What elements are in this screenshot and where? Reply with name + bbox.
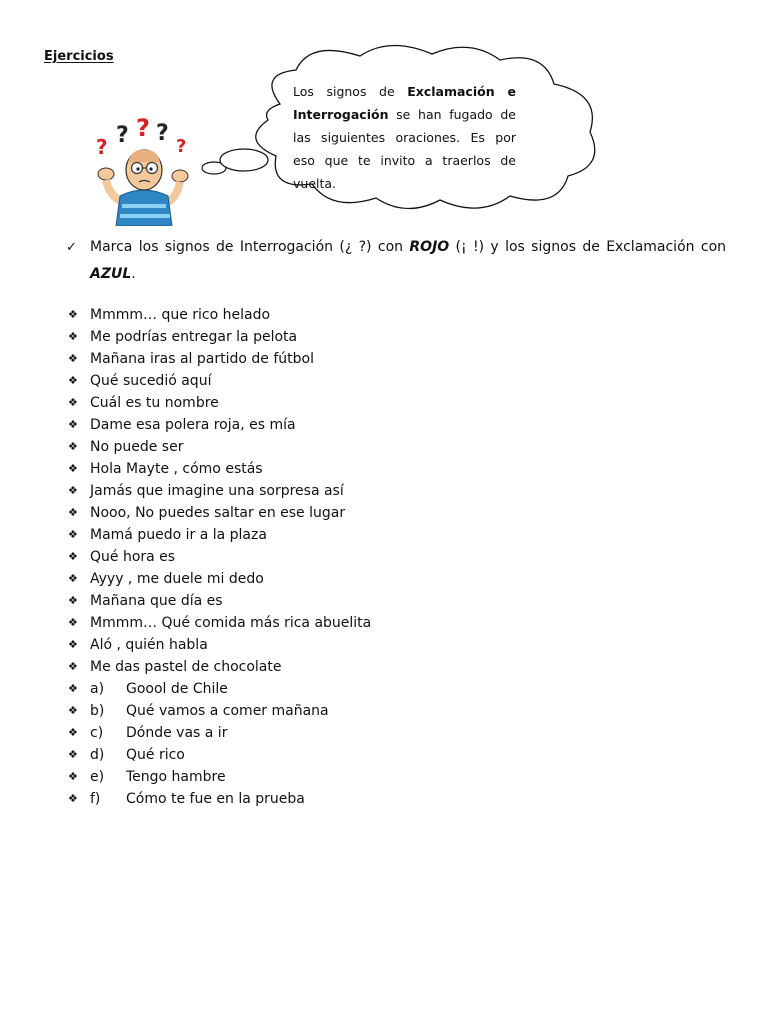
lettered-sentence-item bbox=[68, 678, 371, 700]
sentence-text: Mmmm… que rico helado bbox=[90, 307, 271, 323]
sentence-text: Aló , quién habla bbox=[90, 637, 208, 653]
diamond-bullet-icon: ❖ bbox=[68, 462, 78, 475]
sentence-item bbox=[68, 524, 371, 546]
diamond-bullet-icon: ❖ bbox=[68, 748, 78, 761]
diamond-bullet-icon: ❖ bbox=[68, 506, 78, 519]
diamond-bullet-icon: ❖ bbox=[68, 484, 78, 497]
page-title: Ejercicios bbox=[44, 49, 114, 64]
sentence-letter: b) bbox=[90, 703, 105, 719]
sentence-item bbox=[68, 326, 371, 348]
sentence-item bbox=[68, 502, 371, 524]
instruction-blue-word: AZUL bbox=[90, 266, 132, 282]
sentence-letter: a) bbox=[90, 681, 105, 697]
lettered-sentence-item bbox=[68, 700, 371, 722]
sentence-text: Qué hora es bbox=[90, 549, 176, 565]
diamond-bullet-icon: ❖ bbox=[68, 594, 78, 607]
diamond-bullet-icon: ❖ bbox=[68, 396, 78, 409]
lettered-sentence-item bbox=[68, 722, 371, 744]
instruction bbox=[66, 234, 726, 288]
thought-bubble-text bbox=[293, 80, 516, 195]
diamond-bullet-icon: ❖ bbox=[68, 528, 78, 541]
sentence-text: Qué rico bbox=[126, 747, 185, 763]
instruction-part-3: . bbox=[131, 266, 136, 282]
sentence-text: Mmmm… Qué comida más rica abuelita bbox=[90, 615, 372, 631]
diamond-bullet-icon: ❖ bbox=[68, 660, 78, 673]
sentence-letter: e) bbox=[90, 769, 105, 785]
question-mark-2: ? bbox=[116, 123, 129, 148]
sentence-item bbox=[68, 546, 371, 568]
sentence-item bbox=[68, 370, 371, 392]
sentence-text: Me podrías entregar la pelota bbox=[90, 329, 298, 345]
lettered-sentence-item bbox=[68, 744, 371, 766]
diamond-bullet-icon: ❖ bbox=[68, 726, 78, 739]
sentence-text: Nooo, No puedes saltar en ese lugar bbox=[90, 505, 346, 521]
sentence-text: Mamá puedo ir a la plaza bbox=[90, 527, 267, 543]
sentence-text: No puede ser bbox=[90, 439, 184, 455]
instruction-red-word: ROJO bbox=[409, 239, 450, 255]
diamond-bullet-icon: ❖ bbox=[68, 308, 78, 321]
sentence-list bbox=[68, 304, 371, 810]
sentence-text: Tengo hambre bbox=[126, 769, 226, 785]
bubble-bold-exclamation: Exclamación e bbox=[407, 84, 517, 99]
sentence-text: Qué sucedió aquí bbox=[90, 373, 212, 389]
diamond-bullet-icon: ❖ bbox=[68, 330, 78, 343]
sentence-text: Mañana iras al partido de fútbol bbox=[90, 351, 314, 367]
sentence-text: Cuál es tu nombre bbox=[90, 395, 219, 411]
diamond-bullet-icon: ❖ bbox=[68, 418, 78, 431]
sentence-text: Dónde vas a ir bbox=[126, 725, 228, 741]
diamond-bullet-icon: ❖ bbox=[68, 770, 78, 783]
diamond-bullet-icon: ❖ bbox=[68, 682, 78, 695]
diamond-bullet-icon: ❖ bbox=[68, 374, 78, 387]
bubble-bold-interrogation: Interrogación bbox=[293, 107, 389, 122]
diamond-bullet-icon: ❖ bbox=[68, 550, 78, 563]
diamond-bullet-icon: ❖ bbox=[68, 572, 78, 585]
sentence-text: Hola Mayte , cómo estás bbox=[90, 461, 263, 477]
sentence-letter: f) bbox=[90, 791, 101, 807]
sentence-text: Ayyy , me duele mi dedo bbox=[90, 571, 264, 587]
lettered-sentence-item bbox=[68, 766, 371, 788]
bubble-text-lead: Los signos de bbox=[293, 84, 408, 99]
sentence-text: Cómo te fue en la prueba bbox=[126, 791, 305, 807]
sentence-text: Dame esa polera roja, es mía bbox=[90, 417, 296, 433]
sentence-item bbox=[68, 612, 371, 634]
sentence-text: Mañana que día es bbox=[90, 593, 223, 609]
sentence-item bbox=[68, 348, 371, 370]
question-mark-3: ? bbox=[136, 118, 150, 142]
diamond-bullet-icon: ❖ bbox=[68, 352, 78, 365]
instruction-text bbox=[66, 234, 726, 288]
question-mark-4: ? bbox=[156, 121, 169, 146]
sentence-item bbox=[68, 634, 371, 656]
sentence-item bbox=[68, 458, 371, 480]
diamond-bullet-icon: ❖ bbox=[68, 792, 78, 805]
bubble-text-rest: se han fugado de las siguientes oraciones. Es por eso que te invito a traerlos de vuelta. bbox=[293, 107, 516, 191]
sentence-text: Goool de Chile bbox=[126, 681, 228, 697]
sentence-item bbox=[68, 392, 371, 414]
sentence-item bbox=[68, 656, 371, 678]
sentence-letter: c) bbox=[90, 725, 104, 741]
confused-boy-illustration bbox=[92, 118, 196, 226]
sentence-item bbox=[68, 568, 371, 590]
sentence-text: Me das pastel de chocolate bbox=[90, 659, 282, 675]
instruction-part-2: (¡ !) y los signos de Exclamación con bbox=[449, 239, 727, 255]
question-mark-1: ? bbox=[96, 135, 108, 159]
checkmark-icon: ✓ bbox=[66, 240, 77, 255]
lettered-sentence-item bbox=[68, 788, 371, 810]
sentence-letter: d) bbox=[90, 747, 105, 763]
question-mark-5: ? bbox=[176, 136, 187, 157]
sentence-item bbox=[68, 414, 371, 436]
diamond-bullet-icon: ❖ bbox=[68, 704, 78, 717]
sentence-item bbox=[68, 480, 371, 502]
diamond-bullet-icon: ❖ bbox=[68, 440, 78, 453]
diamond-bullet-icon: ❖ bbox=[68, 638, 78, 651]
sentence-text: Qué vamos a comer mañana bbox=[126, 703, 329, 719]
diamond-bullet-icon: ❖ bbox=[68, 616, 78, 629]
sentence-item bbox=[68, 590, 371, 612]
sentence-item bbox=[68, 436, 371, 458]
instruction-part-1: Marca los signos de Interrogación (¿ ?) con bbox=[90, 239, 410, 255]
sentence-item bbox=[68, 304, 371, 326]
sentence-text: Jamás que imagine una sorpresa así bbox=[90, 483, 344, 499]
